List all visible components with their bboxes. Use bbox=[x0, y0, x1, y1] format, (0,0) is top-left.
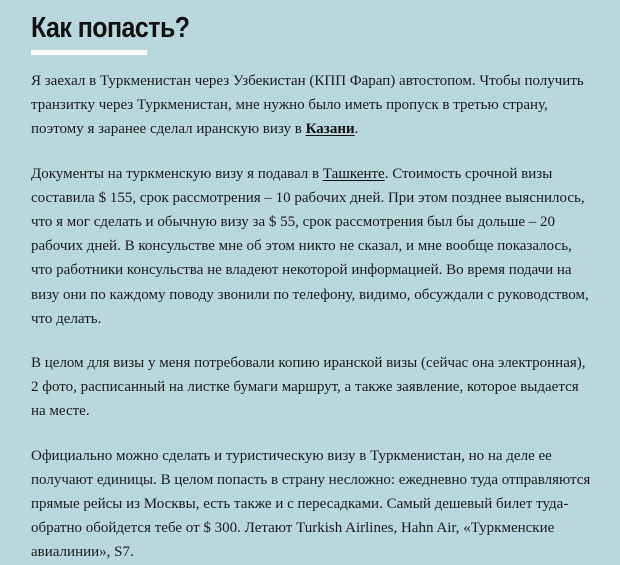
paragraph-turkmen-visa bbox=[31, 162, 592, 331]
paragraph-iran-visa bbox=[31, 69, 592, 142]
link-tashkent[interactable]: Ташкенте bbox=[322, 165, 385, 182]
paragraph-text: Я заехал в Туркменистан через Узбекистан (КПП Фарап) автостопом. Чтобы получить транзитку через Туркменистан, мне нужно было иметь пропуск в третью страну, поэтому я заранее сделал иранскую визу в bbox=[31, 73, 584, 138]
paragraph-text: . Стоимость срочной визы составила $ 155, срок рассмотрения – 10 рабочих дней. При этом позднее выяснилось, что я мог сделать и обычную визу за $ 55, срок рассмотрения был бы дольше – 20 рабочих дней. В консульстве мне об этом никто не сказал, и мне вообще показалось, что работники консульства не владеют некоторой информацией. Во время подачи на визу они по каждому поводу звонили по телефону, видимо, обсуждали с руководством, что делать. bbox=[31, 165, 589, 327]
paragraph-text: . bbox=[354, 121, 359, 138]
paragraph-documents: В целом для визы у меня потребовали копию иранской визы (сейчас она электронная), 2 фото, расписанный на листке бумаги маршрут, а также заявление, которое выдается на месте. bbox=[31, 355, 586, 420]
title-underline-bar bbox=[31, 50, 147, 55]
section-heading-block bbox=[31, 10, 215, 55]
section-title: Как попасть? bbox=[31, 12, 190, 44]
paragraph-text: Документы на туркменскую визу я подавал в bbox=[31, 165, 323, 182]
paragraph-tourist-visa: Официально можно сделать и туристическую визу в Туркменистан, но на деле ее получают единицы. В целом попасть в страну несложно: ежедневно туда отправляются прямые рейсы из Москвы, есть также и с пересадками. Самый дешевый билет туда-обратно обойдется тебе от $ 300. Летают Turkish Airlines, Hahn Air, «Туркменские авиалинии», S7. bbox=[31, 447, 591, 561]
link-kazan[interactable]: Казани bbox=[305, 121, 355, 138]
